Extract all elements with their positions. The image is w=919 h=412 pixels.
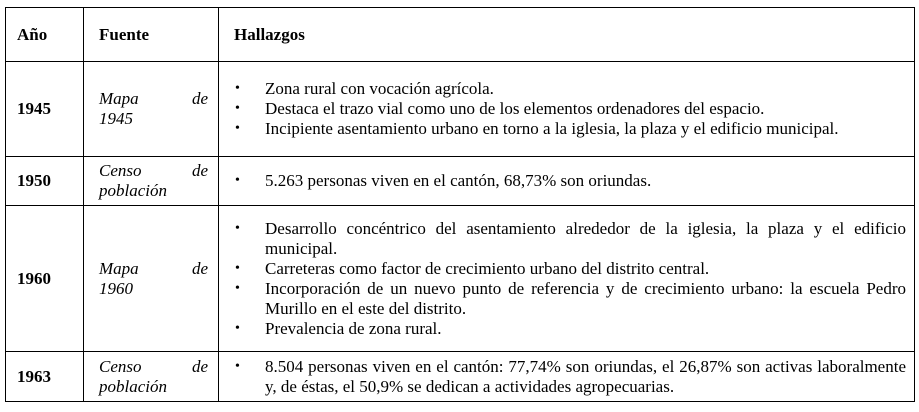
bullet-icon: • bbox=[235, 220, 240, 236]
row-source bbox=[84, 352, 219, 402]
finding-text: Destaca el trazo vial como uno de los elementos ordenadores del espacio. bbox=[265, 99, 765, 118]
row-findings bbox=[219, 206, 915, 352]
row-year: 1963 bbox=[6, 352, 84, 402]
row-year: 1950 bbox=[6, 157, 84, 206]
source-line: 1945 bbox=[99, 109, 133, 128]
table-row bbox=[6, 352, 915, 402]
list-item bbox=[233, 259, 906, 279]
finding-text: Carreteras como factor de crecimiento urbano del distrito central. bbox=[265, 258, 710, 278]
findings-table bbox=[5, 7, 915, 402]
bullet-icon: • bbox=[235, 320, 240, 336]
source-line: población bbox=[99, 181, 167, 200]
list-item bbox=[233, 171, 906, 191]
bullet-icon: • bbox=[235, 81, 240, 96]
source-line: Censo de bbox=[99, 356, 208, 376]
list-item bbox=[233, 357, 906, 397]
finding-text: 8.504 personas viven en el cantón: 77,74% son oriundas, el 26,87% son activas laboralmente y, de éstas, el 50,9% se dedican a actividades agropecuarias. bbox=[265, 356, 906, 396]
table-row bbox=[6, 206, 915, 352]
finding-text: Zona rural con vocación agrícola. bbox=[265, 79, 494, 98]
finding-text: Incorporación de un nuevo punto de referencia y de crecimiento urbano: la escuela Pedro Murillo en el este del distrito. bbox=[265, 278, 906, 318]
source-line: 1960 bbox=[99, 278, 133, 298]
row-findings bbox=[219, 157, 915, 206]
finding-text: Desarrollo concéntrico del asentamiento alrededor de la iglesia, la plaza y el edificio municipal. bbox=[265, 218, 906, 258]
row-year: 1945 bbox=[6, 62, 84, 157]
bullet-icon: • bbox=[235, 358, 240, 374]
list-item bbox=[233, 119, 906, 139]
bullet-icon: • bbox=[235, 101, 240, 116]
list-item bbox=[233, 79, 906, 99]
list-item bbox=[233, 99, 906, 119]
table-row bbox=[6, 62, 915, 157]
findings-list bbox=[233, 79, 906, 139]
source-line: Mapa de bbox=[99, 258, 208, 278]
findings-list bbox=[233, 219, 906, 339]
list-item bbox=[233, 279, 906, 319]
finding-text: Incipiente asentamiento urbano en torno a la iglesia, la plaza y el edificio municipal. bbox=[265, 119, 839, 138]
table-row bbox=[6, 157, 915, 206]
list-item bbox=[233, 319, 906, 339]
bullet-icon: • bbox=[235, 260, 240, 276]
bullet-icon: • bbox=[235, 121, 240, 136]
header-year: Año bbox=[6, 8, 84, 62]
bullet-icon: • bbox=[235, 173, 240, 188]
bullet-icon: • bbox=[235, 280, 240, 296]
finding-text: Prevalencia de zona rural. bbox=[265, 318, 442, 338]
source-line: Mapa de bbox=[99, 89, 208, 108]
row-findings bbox=[219, 62, 915, 157]
row-findings bbox=[219, 352, 915, 402]
header-source: Fuente bbox=[84, 8, 219, 62]
source-line: población bbox=[99, 376, 167, 396]
finding-text: 5.263 personas viven en el cantón, 68,73% son oriundas. bbox=[265, 171, 652, 190]
row-year: 1960 bbox=[6, 206, 84, 352]
row-source bbox=[84, 206, 219, 352]
row-source bbox=[84, 157, 219, 206]
header-findings: Hallazgos bbox=[219, 8, 915, 62]
table-header-row bbox=[6, 8, 915, 62]
row-source bbox=[84, 62, 219, 157]
findings-list bbox=[233, 171, 906, 191]
source-line: Censo de bbox=[99, 161, 208, 180]
findings-list bbox=[233, 357, 906, 397]
list-item bbox=[233, 219, 906, 259]
